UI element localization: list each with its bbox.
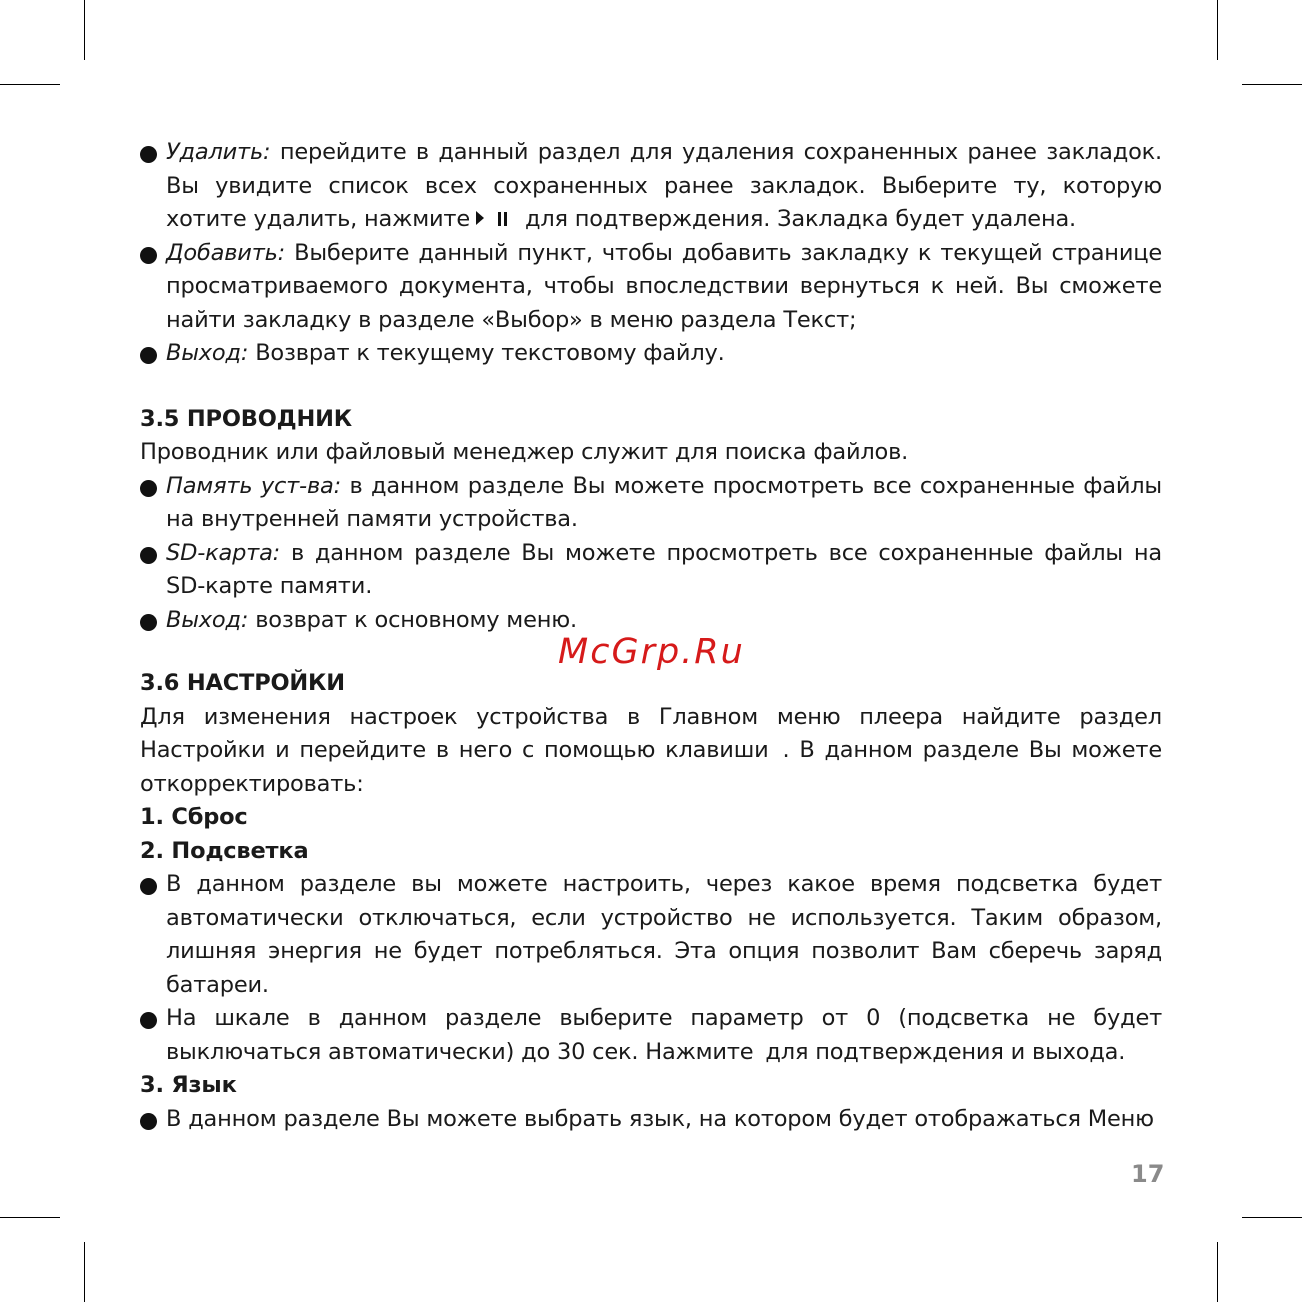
list-item bbox=[140, 470, 1162, 537]
list-item-add bbox=[140, 237, 1162, 338]
text-sd-card: в данном разделе Вы можете просмотреть все сохраненные файлы на SD-карте памяти. bbox=[166, 539, 1162, 599]
term-delete: Удалить: bbox=[166, 139, 271, 165]
crop-mark bbox=[1242, 84, 1302, 85]
subheading-language: 3. Язык bbox=[140, 1072, 237, 1098]
settings-intro bbox=[140, 701, 1162, 802]
text-backlight-1: В данном разделе вы можете настроить, через какое время подсветка будет автоматически отключаться, если устройство не используется. Таким образом, лишняя энергия не будет потребляться. Эта опция позволит Вам сберечь заряд батареи. bbox=[166, 871, 1162, 998]
term-sd-card: SD-карта: bbox=[166, 539, 281, 566]
text-memory: в данном разделе Вы можете просмотреть все сохраненные файлы на внутренней памяти устройства. bbox=[166, 472, 1162, 532]
section-heading-explorer: 3.5 ПРОВОДНИК bbox=[140, 405, 352, 432]
bullet-icon bbox=[140, 547, 157, 564]
crop-mark bbox=[84, 0, 85, 60]
text-language-1: В данном разделе Вы можете выбрать язык, на котором будет отображаться Меню bbox=[166, 1105, 1154, 1132]
list-item bbox=[140, 1002, 1162, 1069]
bullet-icon bbox=[140, 480, 157, 497]
settings-intro-a: Для изменения настроек устройства в Главном меню плеера найдите раздел Настройки и перейдите в него с помощью клавиши bbox=[140, 703, 1162, 763]
bullet-icon bbox=[140, 146, 157, 163]
bullet-icon bbox=[140, 1012, 157, 1029]
play-icon bbox=[476, 211, 484, 225]
explorer-intro: Проводник или файловый менеджер служит для поиска файлов. bbox=[140, 439, 909, 465]
term-add: Добавить: bbox=[166, 239, 286, 266]
bullet-icon bbox=[140, 614, 157, 631]
subheading-backlight: 2. Подсветка bbox=[140, 837, 309, 864]
crop-mark bbox=[1217, 0, 1218, 60]
bullet-icon bbox=[140, 878, 157, 895]
bullet-icon bbox=[140, 347, 157, 364]
bullet-icon bbox=[140, 247, 157, 264]
text-exit: Возврат к текущему текстовому файлу. bbox=[255, 340, 725, 366]
section-heading-settings: 3.6 НАСТРОЙКИ bbox=[140, 670, 345, 696]
crop-mark bbox=[1242, 1217, 1302, 1218]
list-item bbox=[140, 1103, 1162, 1137]
crop-mark bbox=[0, 1217, 60, 1218]
list-item bbox=[140, 537, 1162, 604]
subheading-reset: 1. Сброс bbox=[140, 804, 248, 830]
watermark: McGrp.Ru bbox=[558, 632, 745, 672]
text-exit: возврат к основному меню. bbox=[255, 606, 577, 633]
list-item-delete bbox=[140, 136, 1162, 237]
page-number: 17 bbox=[1131, 1160, 1165, 1188]
crop-mark bbox=[0, 84, 60, 85]
term-exit: Выход: bbox=[166, 606, 249, 633]
text-delete-b: для подтверждения. Закладка будет удалена. bbox=[524, 206, 1077, 232]
list-item-exit bbox=[140, 337, 1162, 371]
crop-mark bbox=[1217, 1242, 1218, 1302]
list-item bbox=[140, 868, 1162, 1002]
text-backlight-2a: На шкале в данном разделе выберите параметр от 0 (подсветка не будет выключаться автоматически) до 30 сек. Нажмите bbox=[166, 1005, 1162, 1065]
settings-intro-b: . В данном разделе Вы можете откорректировать: bbox=[140, 737, 1162, 797]
text-add: Выберите данный пункт, чтобы добавить закладку к текущей странице просматриваемого документа, чтобы впоследствии вернуться к ней. Вы сможете найти закладку в разделе «Выбор» в меню раздела Текст; bbox=[166, 239, 1162, 333]
crop-mark bbox=[84, 1242, 85, 1302]
term-exit: Выход: bbox=[166, 340, 249, 366]
bullet-icon bbox=[140, 1113, 157, 1130]
pause-icon bbox=[498, 212, 507, 226]
text-backlight-2b: для подтверждения и выхода. bbox=[765, 1038, 1126, 1065]
text-delete-a: перейдите в данный раздел для удаления сохраненных ранее закладок. Вы увидите список всех сохраненных ранее закладок. Выберите ту, которую хотите удалить, нажмите bbox=[166, 139, 1163, 232]
term-memory: Память уст-ва: bbox=[166, 472, 341, 499]
